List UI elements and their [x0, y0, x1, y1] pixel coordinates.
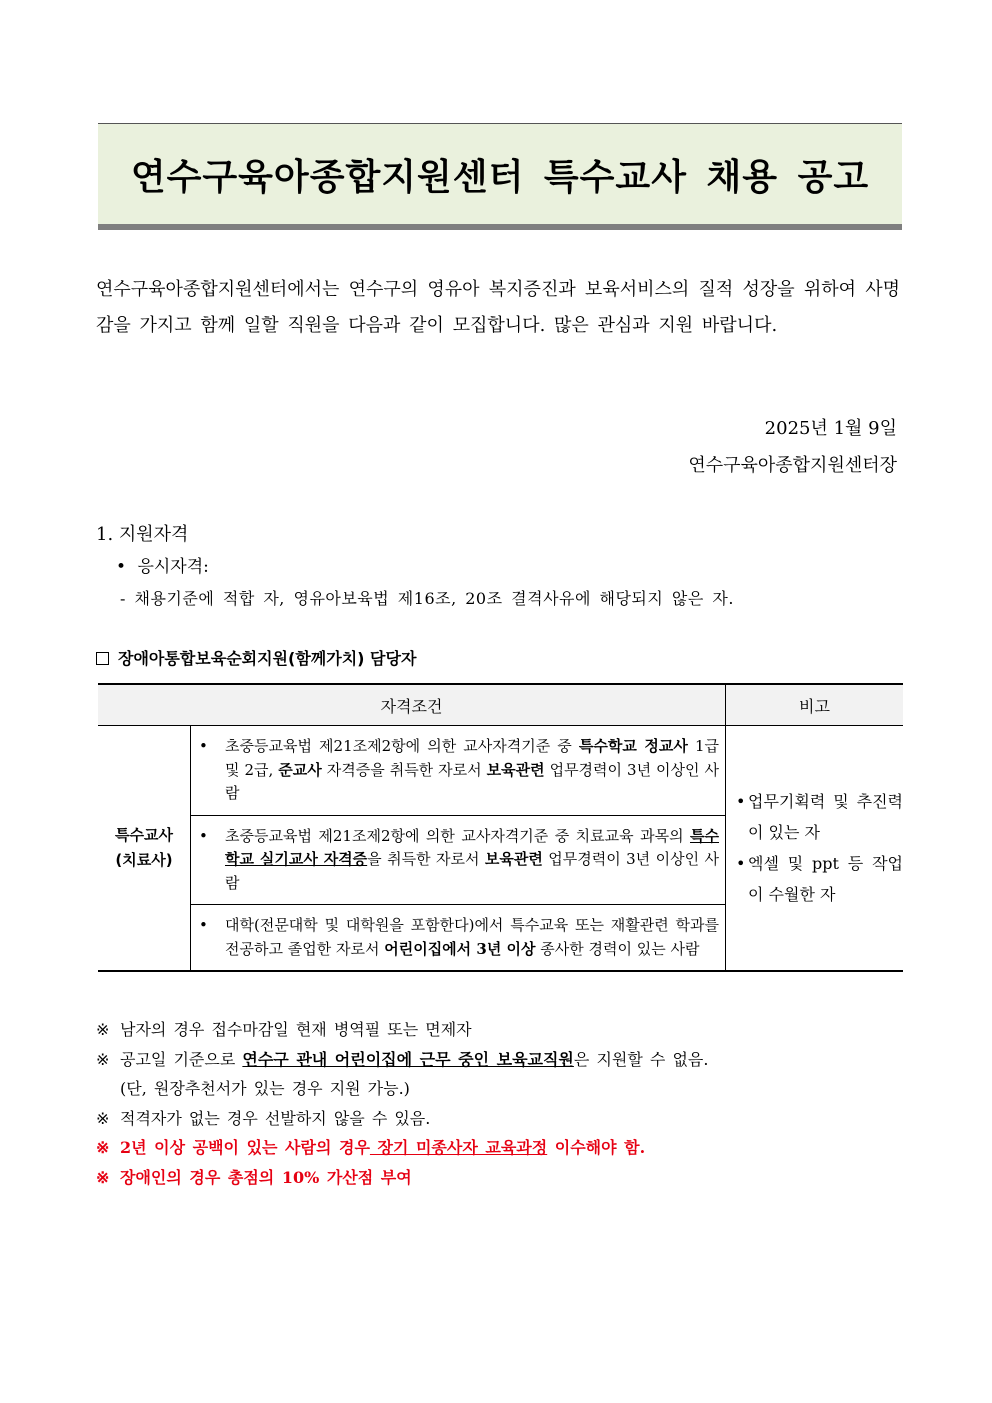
note-mark: ※: [96, 1020, 110, 1039]
bullet-marker: •: [199, 916, 208, 934]
note-text: 은 지원할 수 없음.: [573, 1049, 709, 1069]
note-disability-bonus: [96, 1163, 916, 1193]
role-line2: (치료사): [115, 851, 173, 869]
title-banner: [98, 123, 902, 230]
bullet-marker: •: [116, 557, 127, 577]
table-header-row: [98, 684, 903, 726]
note-gap-training: [96, 1133, 916, 1163]
qualification-detail: - 채용기준에 적합 자, 영유아보육법 제16조, 20조 결격사유에 해당되지 않은 자.: [120, 589, 734, 608]
cond1-text-c: 자격증을 취득한 자로서: [321, 760, 487, 779]
cond1-bold-c: 보육관련: [486, 760, 545, 779]
section-title-qualification: 1. 지원자격: [96, 524, 189, 545]
note-mark: ※: [96, 1108, 110, 1128]
cond1-bold-b: 준교사: [278, 760, 322, 779]
requirements-table: [98, 683, 903, 972]
cond3-bold-a: 어린이집에서 3년 이상: [384, 939, 536, 958]
table-row: [98, 726, 903, 816]
list-item: [736, 848, 903, 910]
intro-paragraph: 연수구육아종합지원센터에서는 연수구의 영유아 복지증진과 보육서비스의 질적 성장을 위하여 사명감을 가지고 함께 일할 직원을 다음과 같이 모집합니다. 많은 관심과 지원 바랍니다.: [96, 279, 900, 336]
condition-cell-1: [191, 726, 726, 816]
note-mark: ※: [96, 1049, 110, 1069]
signer: 연수구육아종합지원센터장: [688, 455, 897, 476]
condition-cell-2: [191, 815, 726, 905]
note-text: 적격자가 없는 경우 선발하지 않을 수 있음.: [120, 1108, 431, 1128]
bullet-marker: •: [736, 854, 746, 873]
role-line1: 특수교사: [115, 826, 173, 844]
note-mark: ※: [96, 1167, 110, 1187]
note-text: 남자의 경우 접수마감일 현재 병역필 또는 면제자: [120, 1020, 472, 1039]
cond1-text-d: 업무경력이 3년 이상인 사람: [225, 760, 719, 802]
remarks-cell: [726, 726, 904, 972]
header-condition: 자격조건: [98, 684, 726, 726]
note-underline: 장기 미종사자 교육과정: [369, 1138, 548, 1157]
condition-cell-3: [191, 905, 726, 972]
bullet-marker: •: [199, 826, 208, 845]
note-bold: 연수구 관내 어린이집에 근무 중인 보육교직원: [242, 1049, 574, 1069]
role-cell: [98, 726, 191, 972]
cond3-text-a: 대학(전문대학 및 대학원을 포함한다)에서 특수교육 또는 재활관련 학과를 전공하고 졸업한 자로서: [225, 916, 719, 958]
cond2-text-a: 초중등교육법 제21조제2항에 의한 교사자격기준 중 치료교육 과목의: [225, 826, 691, 845]
note-exception: (단, 원장추천서가 있는 경우 지원 가능.): [120, 1079, 410, 1098]
position-heading-text: 장애아통합보육순회지원(함께가치) 담당자: [118, 649, 417, 668]
cond3-text-b: 종사한 경력이 있는 사람: [535, 939, 700, 958]
cond1-bold-a: 특수학교 정교사: [578, 737, 688, 755]
remark-text: 엑셀 및 ppt 등 작업이 수월한 자: [748, 854, 903, 904]
note-text: 공고일 기준으로: [120, 1049, 243, 1069]
cond2-bold-a: 특수학교 실기교사 자격증: [225, 826, 719, 868]
remarks-list: [726, 786, 903, 910]
header-remarks: 비고: [726, 684, 904, 726]
bullet-marker: •: [736, 792, 746, 811]
bullet-label: 응시자격:: [137, 557, 209, 577]
announcement-date: 2025년 1월 9일: [764, 418, 897, 439]
note-mark: ※: [96, 1138, 110, 1157]
page-title: 연수구육아종합지원센터 특수교사 채용 공고: [130, 156, 870, 198]
checkbox-icon: [96, 652, 109, 665]
cond2-text-c: 업무경력이 3년 이상인 사람: [225, 850, 719, 892]
note-text: 2년 이상 공백이 있는 사람의 경우: [120, 1138, 370, 1157]
note-text: 이수해야 함.: [547, 1138, 646, 1157]
cond2-text-b: 을 취득한 자로서: [367, 850, 485, 868]
note-no-selection: [96, 1104, 916, 1134]
note-text: 장애인의 경우 총점의 10% 가산점 부여: [120, 1167, 412, 1187]
remark-text: 업무기획력 및 추진력이 있는 자: [748, 792, 903, 842]
cond1-text-a: 초중등교육법 제21조제2항에 의한 교사자격기준 중: [225, 737, 579, 755]
list-item: [736, 786, 903, 848]
note-military: [96, 1015, 916, 1045]
position-heading: [96, 646, 416, 669]
note-current-staff: [96, 1045, 916, 1075]
cond2-bold-b: 보육관련: [484, 850, 543, 868]
cond1-text-b: 1급 및 2급,: [225, 737, 719, 779]
qualification-bullet: [116, 552, 209, 577]
bullet-marker: •: [199, 737, 208, 755]
notes-block: [96, 1015, 916, 1192]
